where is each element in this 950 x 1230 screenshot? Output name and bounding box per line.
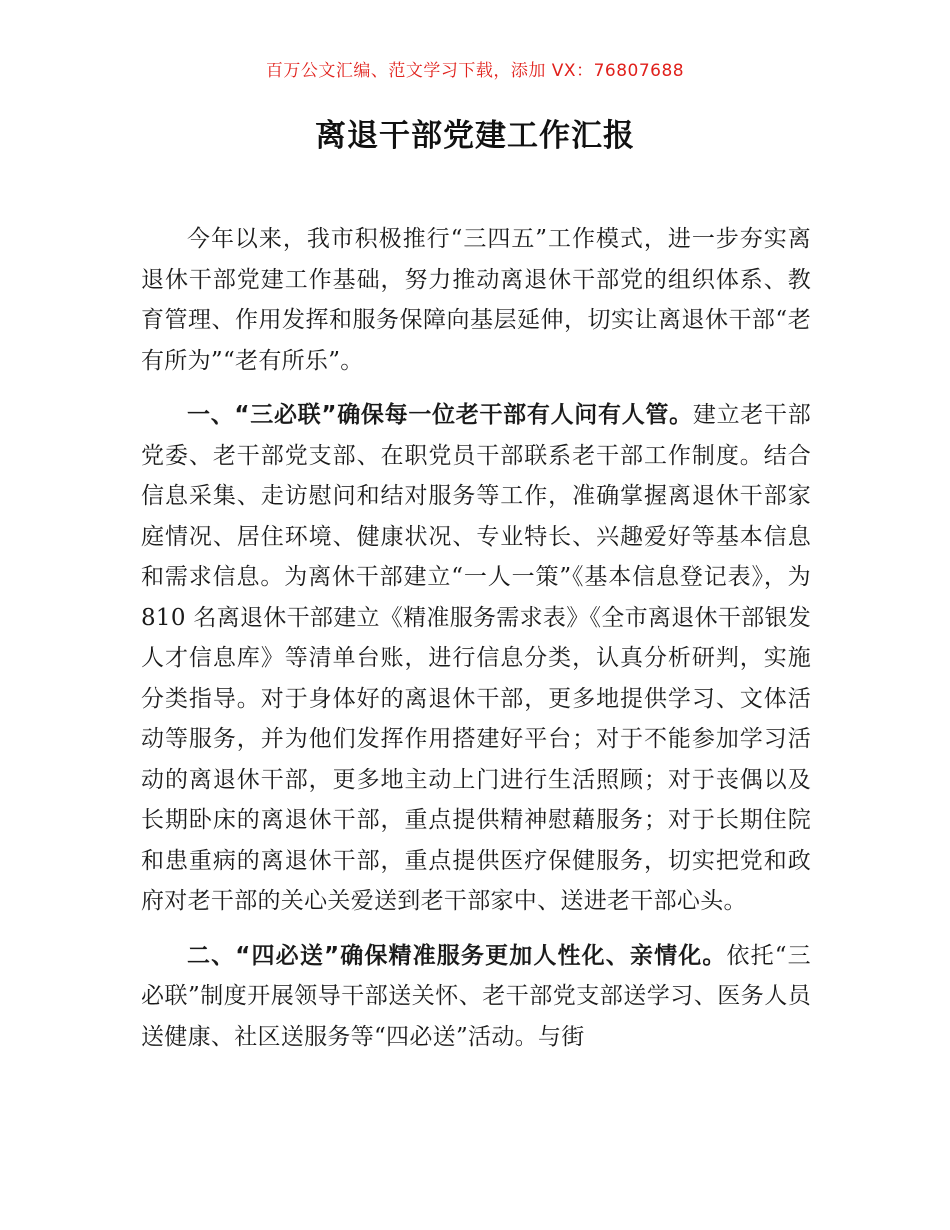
paragraph-text: 今年以来，我市积极推行“三四五”工作模式，进一步夯实离退休干部党建工作基础，努力推动离退休干部党的组织体系、教育管理、作用发挥和服务保障向基层延伸，切实让离退休干部“老有所为”“老有所乐”。 [141,226,811,374]
paragraph-intro [141,219,811,381]
download-banner: 百万公文汇编、范文学习下载，添加 VX：76807688 [265,61,685,81]
paragraph-section-2 [141,936,811,1058]
section-heading: 二、“四必送”确保精准服务更加人性化、亲情化。 [187,942,727,969]
document-title: 离退干部党建工作汇报 [315,118,635,154]
paragraph-section-1 [141,395,811,922]
paragraph-text: 建立老干部党委、老干部党支部、在职党员干部联系老干部工作制度。结合信息采集、走访慰问和结对服务等工作，准确掌握离退休干部家庭情况、居住环境、健康状况、专业特长、兴趣爱好等基本信息和需求信息。为离休干部建立“一人一策”《基本信息登记表》，为 810 名离退休干部建立《精准服务需求表》《全市离退休干部银发人才信息库》等清单台账，进行信息分类，认真分析研判，实施分类指导。对于身体好的离退休干部，更多地提供学习、文体活动等服务，并为他们发挥作用搭建好平台；对于不能参加学习活动的离退休干部，更多地主动上门进行生活照顾；对于丧偶以及长期卧床的离退休干部，重点提供精神慰藉服务；对于长期住院和患重病的离退休干部，重点提供医疗保健服务，切实把党和政府对老干部的关心关爱送到老干部家中、送进老干部心头。 [141,402,812,914]
section-heading: 一、“三必联”确保每一位老干部有人问有人管。 [187,402,693,428]
document-body [141,219,811,1071]
paragraph-text: 依托“三必联”制度开展领导干部送关怀、老干部党支部送学习、医务人员送健康、社区送服务等“四必送”活动。与街 [141,942,811,1050]
